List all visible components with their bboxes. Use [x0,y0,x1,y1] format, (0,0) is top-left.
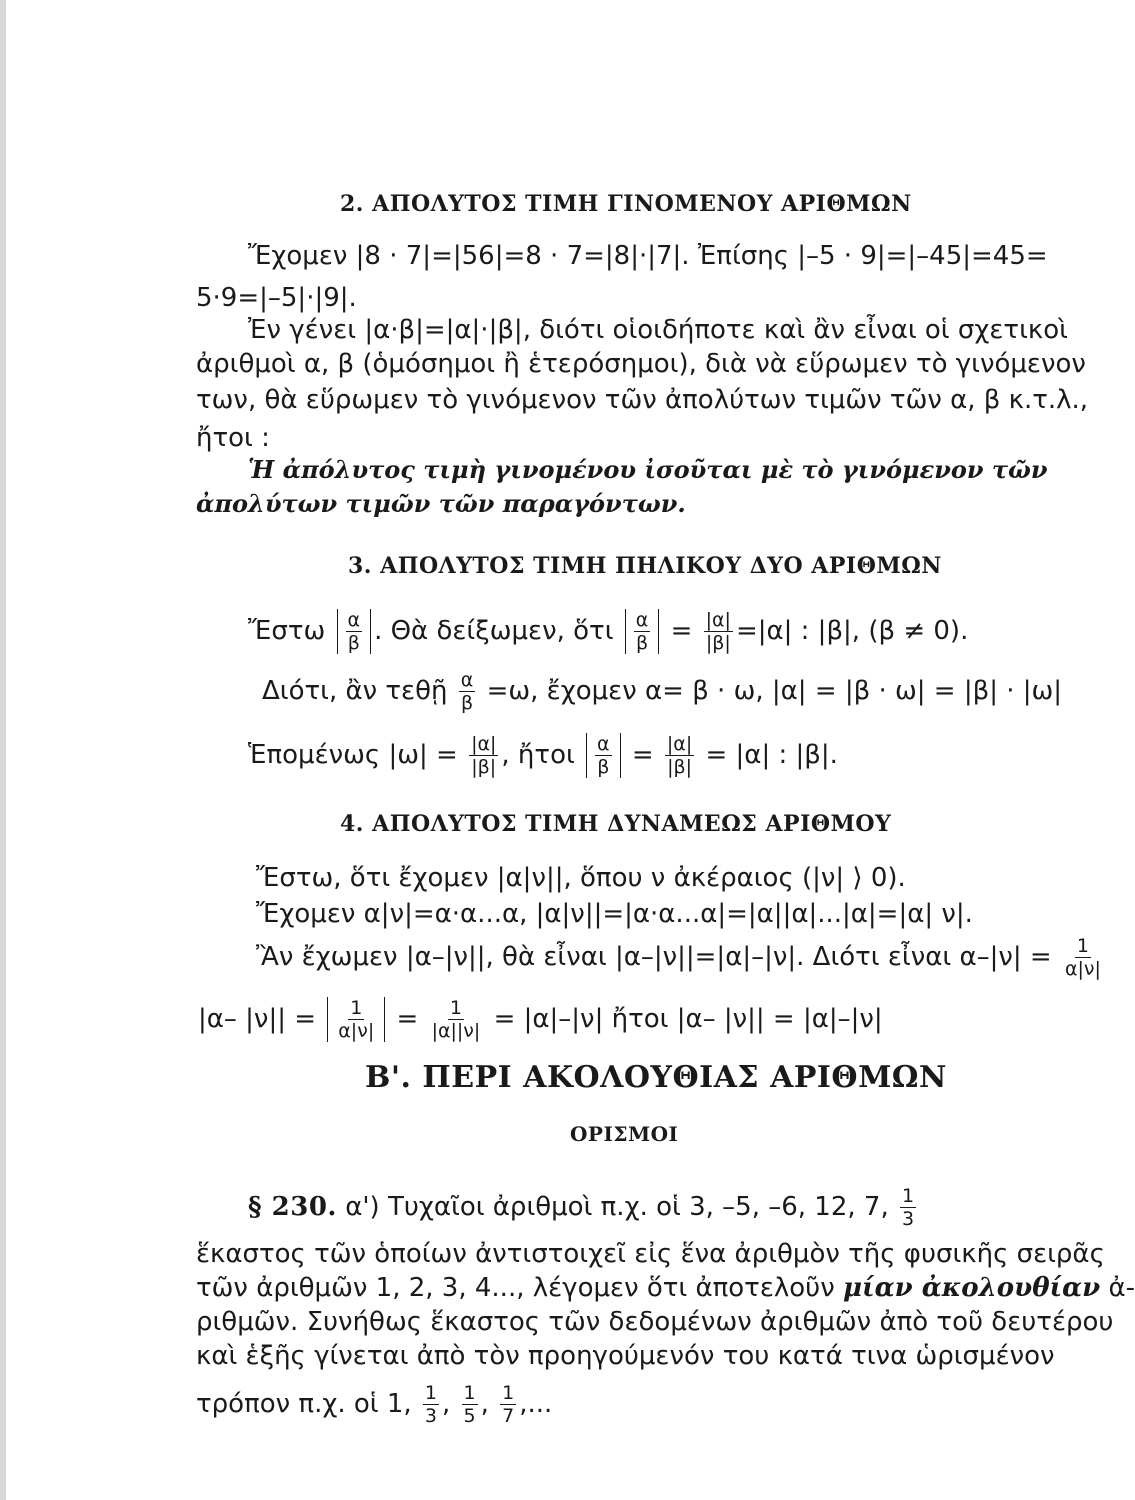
show-text: . Θὰ δείξωμεν, ὅτι [374,616,614,646]
p230-line-6: τρόπον π.χ. οἱ 1, $\frac{1}{3}$ , $\frac{1}{5}$ , $\frac{1}{7}$ ,... [196,1382,553,1427]
denominator: |β| [667,756,693,778]
denominator: |β| [471,756,497,778]
fraction [469,733,498,778]
epomenws-tail: = |α| : |β|. [705,740,838,770]
denominator: 3 [902,1208,915,1230]
numerator: |α| [705,609,731,631]
s2-line-5: των, θὰ εὕρωμεν τὸ γινόμενον τῶν ἀπολύτων τιμῶν τῶν α, β κ.τ.λ., [196,385,1089,415]
s3-quotient-line [248,606,968,656]
part-b-subtitle: ΟΡΙΣΜΟΙ [570,1122,679,1146]
numerator: |α| [666,733,693,755]
p230-line-3a: τῶν ἀριθμῶν 1, 2, 3, 4..., λέγομεν ὅτι ἀποτελοῦν [196,1273,835,1303]
fraction [462,1382,478,1427]
fraction [1063,935,1103,980]
rule-line-2: ἀπολύτων τιμῶν τῶν παραγόντων. [196,489,686,518]
s4-line-2: Ἔχομεν α|ν|=α·α...α, |α|ν||=|α·α...α|=|α||α|...|α|=|α| ν|. [256,899,973,929]
s2-line-2: 5·9=|–5|·|9|. [196,283,357,313]
abs-fraction [327,997,385,1042]
fraction [595,733,612,778]
denominator: β [460,692,474,714]
numerator: 1 [502,1382,515,1404]
fraction [900,1185,916,1230]
p230-line-3 [196,1272,1135,1304]
htoi-text: , ἤτοι [501,740,575,770]
numerator: 1 [902,1185,915,1207]
equals: = [670,616,693,646]
abs-fraction [625,609,660,654]
s3-epomenws-line [248,730,838,780]
numerator: 1 [424,1382,438,1404]
numerator: α [347,609,361,631]
equals: = [396,1004,419,1034]
s2-line-3: Ἐν γένει |α·β|=|α|·|β|, διότι οἱοιδήποτε καὶ ἂν εἶναι οἱ σχετικοὶ [248,315,1068,345]
fraction [430,997,483,1042]
p230-line-5: καὶ ἑξῆς γίνεται ἀπὸ τὸν προηγούμενόν του κατά τινα ὡρισμένον [196,1341,1055,1371]
numerator: α [635,609,649,631]
denominator: β [347,632,360,654]
numerator: 1 [463,1382,476,1404]
p230-line-6-text: τρόπον π.χ. οἱ 1, [196,1389,412,1419]
s4-line-4-tail: = |α|–|ν| ἤτοι |α– |ν|| = |α|–|ν| [493,1004,883,1034]
denominator: α|ν| [338,1020,375,1042]
p230-line-3c: ἀ- [1108,1273,1135,1303]
epomenws-text: Ἑπομένως |ω| = [248,740,458,770]
s2-line-4: ἀριθμοὶ α, β (ὁμόσημοι ἢ ἑτερόσημοι), διὰ νὰ εὕρωμεν τὸ γινόμενον [196,349,1086,379]
equals: = [631,740,654,770]
s2-line-1: Ἔχομεν |8 · 7|=|56|=8 · 7=|8|·|7|. Ἐπίσης |–5 · 9|=|–45|=45= [248,241,1048,271]
fraction [665,733,694,778]
numerator: 1 [350,997,363,1019]
denominator: |β| [705,632,731,654]
s4-line-4 [198,992,883,1046]
section-4-title: 4. ΑΠΟΛΥΤΟΣ ΤΙΜΗ ΔΥΝΑΜΕΩΣ ΑΡΙΘΜΟΥ [340,811,892,837]
dioti-tail: =ω, ἔχομεν α= β · ω, |α| = |β · ω| = |β| · |ω| [486,676,1063,706]
fraction [704,609,733,654]
p230-line-4: ριθμῶν. Συνήθως ἕκαστος τῶν δεδομένων ἀριθμῶν ἀπὸ τοῦ δευτέρου [196,1307,1114,1337]
fraction [423,1382,439,1427]
quotient-tail: =|α| : |β|, (β ≠ 0). [735,616,969,646]
part-b-title: Β'. ΠΕΡΙ ΑΚΟΛΟΥΘΙΑΣ ΑΡΙΘΜΩΝ [365,1060,947,1095]
denominator: 5 [463,1405,476,1427]
section-number: § 230. [248,1192,337,1222]
fraction [459,669,476,714]
scan-edge [0,0,6,1500]
numerator: 1 [449,997,462,1019]
abs-fraction [337,609,372,654]
s4-line-1: Ἔστω, ὅτι ἔχομεν |α|ν||, ὅπου ν ἀκέραιος (|ν| ⟩ 0). [256,863,906,893]
denominator: α|ν| [1064,958,1101,980]
dioti-text: Διότι, ἂν τεθῇ [262,676,448,706]
p230-line-1-text: α') Τυχαῖοι ἀριθμοὶ π.χ. οἱ 3, –5, –6, 12, 7, [345,1192,889,1222]
fraction [336,997,376,1042]
denominator: β [635,632,649,654]
denominator: β [597,756,610,778]
fraction [346,609,363,654]
s4-line-3-text: Ἂν ἔχωμεν |α–|ν||, θὰ εἶναι |α–|ν||=|α|–|ν|. Διότι εἶναι α–|ν| = [256,942,1052,972]
fraction [634,609,651,654]
rule-line-1: Ἡ ἀπόλυτος τιμὴ γινομένου ἰσοῦται μὲ τὸ γινόμενον τῶν [248,455,1048,484]
p230-line-1 [248,1182,919,1232]
s4-line-3 [256,932,1106,982]
denominator: 3 [424,1405,438,1427]
numerator: 1 [1076,935,1089,957]
s3-dioti-line [262,666,1062,716]
ellipsis: ,... [519,1389,553,1419]
abs-fraction [586,733,621,778]
p230-emphasis: μίαν ἀκολουθίαν [843,1273,1101,1303]
s4-line-4-head: |α– |ν|| = [198,1004,317,1034]
denominator: |α||ν| [431,1020,481,1042]
p230-line-2: ἕκαστος τῶν ὁποίων ἀντιστοιχεῖ εἰς ἕνα ἀριθμὸν τῆς φυσικῆς σειρᾶς [196,1239,1105,1269]
section-3-title: 3. ΑΠΟΛΥΤΟΣ ΤΙΜΗ ΠΗΛΙΚΟΥ ΔΥΟ ΑΡΙΘΜΩΝ [348,553,942,579]
estw-word: Ἔστω [248,616,326,646]
s2-line-6: ἤτοι : [196,423,270,453]
fraction [500,1382,516,1427]
numerator: |α| [471,733,497,755]
denominator: 7 [502,1405,515,1427]
section-2-title: 2. ΑΠΟΛΥΤΟΣ ΤΙΜΗ ΓΙΝΟΜΕΝΟΥ ΑΡΙΘΜΩΝ [340,191,912,217]
numerator: α [597,733,610,755]
numerator: α [460,669,474,691]
